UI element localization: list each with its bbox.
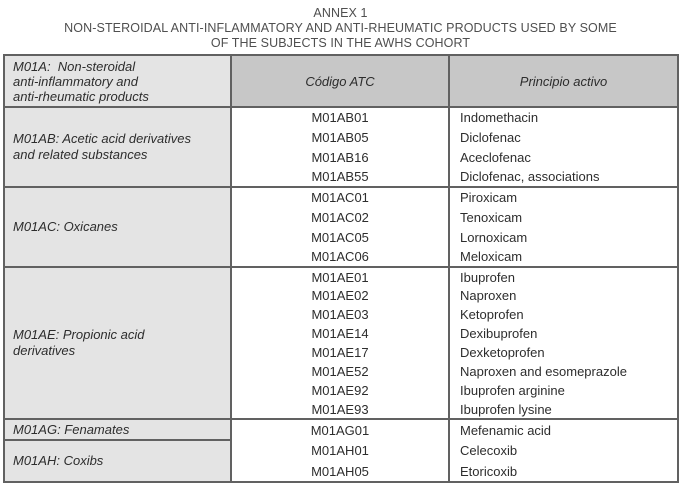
- atc-code-cell: M01AE03: [231, 305, 449, 324]
- table-row: [4, 107, 678, 127]
- active-ingredient-cell: Celecoxib: [449, 440, 678, 461]
- atc-code-header-cell: Código ATC: [231, 55, 449, 107]
- active-ingredient-cell: Aceclofenac: [449, 147, 678, 167]
- active-ingredient-cell: Naproxen: [449, 286, 678, 305]
- atc-code-cell: M01AE93: [231, 400, 449, 419]
- active-ingredient-cell: Indomethacin: [449, 107, 678, 127]
- active-ingredient-cell: Ibuprofen lysine: [449, 400, 678, 419]
- annex-title: ANNEX 1: [313, 6, 368, 20]
- active-ingredient-header-cell: Principio activo: [449, 55, 678, 107]
- active-ingredient-cell: Dexibuprofen: [449, 324, 678, 343]
- category-header-line: M01A: Non-steroidal: [13, 58, 136, 74]
- atc-code-cell: M01AH01: [231, 440, 449, 461]
- atc-code-cell: M01AH05: [231, 461, 449, 482]
- active-ingredient-cell: Ketoprofen: [449, 305, 678, 324]
- active-ingredient-cell: Lornoxicam: [449, 227, 678, 247]
- active-ingredient-cell: Meloxicam: [449, 247, 678, 267]
- group-label-cell: M01AE: Propionic acid derivatives: [4, 267, 231, 419]
- table-row: [4, 440, 678, 461]
- atc-code-cell: M01AB01: [231, 107, 449, 127]
- atc-code-cell: M01AE14: [231, 324, 449, 343]
- active-ingredient-cell: Tenoxicam: [449, 207, 678, 227]
- active-ingredient-cell: Diclofenac: [449, 127, 678, 147]
- table-caption-line-1: NON-STEROIDAL ANTI-INFLAMMATORY AND ANTI-RHEUMATIC PRODUCTS USED BY SOME: [64, 21, 617, 35]
- atc-code-cell: M01AE17: [231, 343, 449, 362]
- atc-code-cell: M01AG01: [231, 419, 449, 440]
- table-row: [4, 267, 678, 286]
- atc-code-cell: M01AB05: [231, 127, 449, 147]
- atc-code-cell: M01AE92: [231, 381, 449, 400]
- active-ingredient-cell: Mefenamic acid: [449, 419, 678, 440]
- atc-code-cell: M01AE01: [231, 267, 449, 286]
- active-ingredient-cell: Dexketoprofen: [449, 343, 678, 362]
- active-ingredient-cell: Etoricoxib: [449, 461, 678, 482]
- table-row: [4, 187, 678, 207]
- group-label-cell: M01AB: Acetic acid derivatives and related substances: [4, 107, 231, 187]
- atc-code-cell: M01AE52: [231, 362, 449, 381]
- category-header-cell: [4, 55, 231, 107]
- active-ingredient-cell: Diclofenac, associations: [449, 167, 678, 187]
- group-label-cell: M01AH: Coxibs: [4, 440, 231, 482]
- active-ingredient-cell: Piroxicam: [449, 187, 678, 207]
- table-header-row: [4, 55, 678, 107]
- group-label-cell: M01AC: Oxicanes: [4, 187, 231, 267]
- active-ingredient-cell: Ibuprofen arginine: [449, 381, 678, 400]
- active-ingredient-cell: Naproxen and esomeprazole: [449, 362, 678, 381]
- atc-code-cell: M01AB55: [231, 167, 449, 187]
- atc-code-cell: M01AC06: [231, 247, 449, 267]
- atc-code-cell: M01AC02: [231, 207, 449, 227]
- active-ingredient-cell: Ibuprofen: [449, 267, 678, 286]
- atc-code-cell: M01AE02: [231, 286, 449, 305]
- group-label-cell: M01AG: Fenamates: [4, 419, 231, 440]
- table-row: [4, 419, 678, 440]
- atc-code-cell: M01AC01: [231, 187, 449, 207]
- atc-code-cell: M01AB16: [231, 147, 449, 167]
- category-header-line: anti-inflammatory and: [13, 73, 138, 89]
- table-caption-line-2: OF THE SUBJECTS IN THE AWHS COHORT: [210, 36, 471, 50]
- nsaid-products-table: [3, 54, 679, 483]
- atc-code-cell: M01AC05: [231, 227, 449, 247]
- category-header-line: anti-rheumatic products: [13, 88, 149, 104]
- document-title: [0, 0, 681, 51]
